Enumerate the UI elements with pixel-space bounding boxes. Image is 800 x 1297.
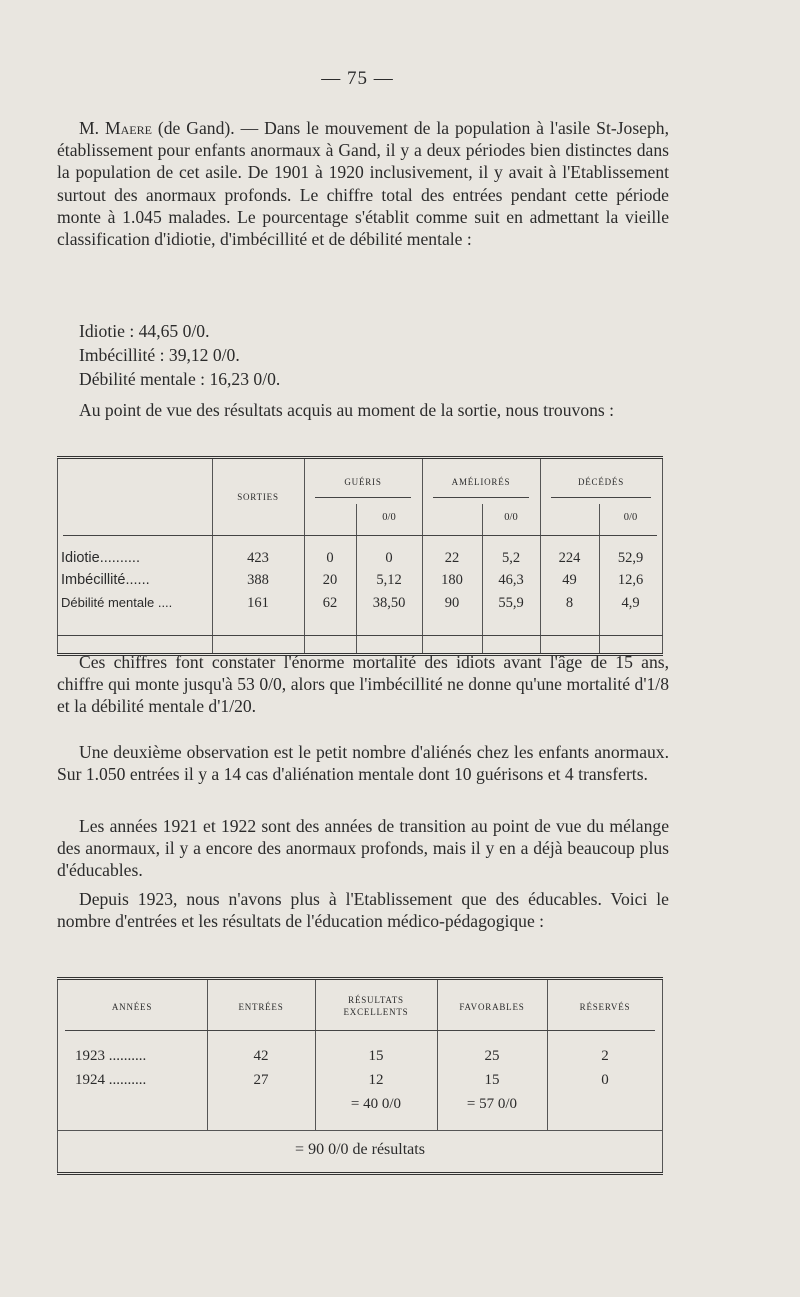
row-label-1924: 1924 .......... [75, 1072, 147, 1088]
header-annees: ANNÉES [111, 1002, 153, 1012]
cell-value: 15 [484, 1072, 500, 1088]
cell-value: 4,9 [621, 595, 640, 611]
cell-value: 22 [444, 550, 460, 566]
header-sorties: SORTIES [237, 492, 279, 502]
percent-imbecillite: Imbécillité : 39,12 0/0. [79, 345, 240, 365]
cell-value: 224 [558, 550, 581, 566]
total-results: = 90 0/0 de résultats [295, 1141, 425, 1158]
total-rule [57, 1130, 663, 1131]
percent-idiotie: Idiotie : 44,65 0/0. [79, 321, 210, 341]
cell-value: 5,12 [376, 572, 402, 588]
cell-value: 8 [565, 595, 574, 611]
results-table [57, 456, 663, 656]
cell-value: 27 [253, 1072, 269, 1088]
cell-value: 38,50 [372, 595, 406, 611]
cell-value: 423 [247, 550, 269, 566]
header-resultats-excellents [315, 994, 437, 1018]
header-decedes-pct: 0/0 [623, 512, 638, 523]
author-name: M. Maere [79, 118, 152, 138]
cell-value: 161 [247, 595, 269, 611]
cell-value: 2 [601, 1048, 609, 1064]
percent-debilite: Débilité mentale : 16,23 0/0. [79, 369, 281, 389]
table-border-right [662, 459, 663, 653]
header-reserves: RÉSERVÉS [579, 1002, 631, 1012]
header-favorables: FAVORABLES [459, 1002, 525, 1012]
cell-value: 15 [368, 1048, 384, 1064]
header-ameliores-pct: 0/0 [504, 512, 518, 523]
table-border-left [57, 459, 58, 653]
header-gueris: GUÉRIS [344, 477, 382, 487]
cell-value: 5,2 [501, 550, 521, 566]
row-label-debilite: Débilité mentale .... [61, 595, 173, 610]
paragraph-alienation: Une deuxième observation est le petit nombre d'aliénés chez les enfants anormaux. Sur 1.050 entrées il y a 14 cas d'aliénation mentale dont 10 guérisons et 4 transferts. [57, 742, 669, 785]
page-number: — 75 — [321, 68, 394, 89]
subtotal-excellents: = 40 0/0 [350, 1096, 402, 1112]
header-brace [433, 497, 529, 499]
cell-value: 90 [444, 595, 460, 611]
cell-value: 0 [601, 1072, 609, 1088]
paragraph-transition: Les années 1921 et 1922 sont des années de transition au point de vue du mélange des anormaux, il y a encore des anormaux profonds, mais il y en a déjà beaucoup plus d'éducables. [57, 816, 669, 881]
paragraph-mortality: Ces chiffres font constater l'énorme mortalité des idiots avant l'âge de 15 ans, chiffre qui monte jusqu'à 53 0/0, alors que l'imbécillité ne donne qu'une mortalité d'1/8 et la débilité mentale d'1/20. [57, 652, 669, 717]
cell-value: 12,6 [617, 572, 644, 588]
header-resultats: RÉSULTATS [348, 995, 404, 1005]
header-excellents: EXCELLENTS [343, 1007, 409, 1017]
header-decedes: DÉCÉDÉS [577, 477, 625, 487]
cell-value: 62 [322, 595, 338, 611]
intro-paragraph-text: (de Gand). — Dans le mouvement de la population à l'asile St-Joseph, établissement pour enfants anormaux à Gand, il y a deux périodes bien distinctes dans la population de cet asile. De 1901 à 1920 inclusivement, il y avait à l'Etablissement surtout des anormaux profonds. Le chiffre total des entrées pendant cette période monte à 1.045 malades. Le pourcentage s'établit comme suit en admettant la vieille classification d'idiotie, d'imbécillité et de débilité mentale : [57, 118, 669, 250]
row-label-imbecillite: Imbécillité...... [61, 572, 150, 588]
row-label-1923: 1923 .......... [75, 1048, 147, 1064]
row-label-idiotie: Idiotie.......... [61, 550, 140, 566]
cell-value: 20 [322, 572, 338, 588]
header-rule [65, 1030, 655, 1031]
cell-value: 0 [326, 550, 334, 566]
table-bottom-rule [57, 635, 663, 636]
cell-value: 12 [368, 1072, 384, 1088]
cell-value: 55,9 [498, 595, 524, 611]
header-entrees: ENTRÉES [238, 1002, 284, 1012]
cell-value: 49 [562, 572, 577, 588]
header-ameliores: AMÉLIORÉS [451, 477, 511, 487]
education-results-table [57, 977, 663, 1175]
header-rule [63, 535, 657, 536]
header-gueris-pct: 0/0 [382, 512, 396, 523]
cell-value: 0 [385, 550, 393, 566]
cell-value: 388 [247, 572, 269, 588]
cell-value: 52,9 [617, 550, 644, 566]
header-brace [315, 497, 411, 499]
paragraph-educables: Depuis 1923, nous n'avons plus à l'Etablissement que des éducables. Voici le nombre d'entrées et les résultats de l'éducation médico-pédagogique : [57, 889, 669, 932]
cell-value: 42 [253, 1048, 269, 1064]
cell-value: 25 [484, 1048, 500, 1064]
cell-value: 46,3 [498, 572, 524, 588]
header-brace [551, 497, 651, 499]
intro-paragraph [57, 117, 669, 250]
paragraph-results-intro: Au point de vue des résultats acquis au moment de la sortie, nous trouvons : [79, 400, 615, 420]
subtotal-favorables: = 57 0/0 [466, 1096, 518, 1112]
cell-value: 180 [441, 572, 463, 588]
